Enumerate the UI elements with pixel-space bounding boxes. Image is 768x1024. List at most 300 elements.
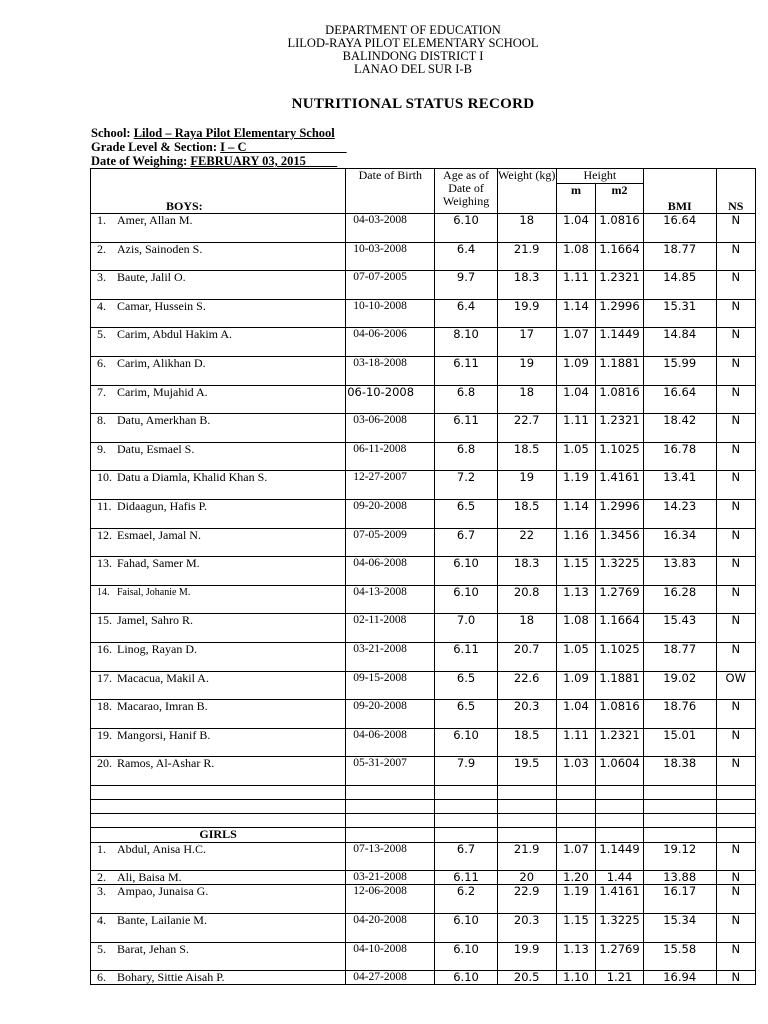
age-value: 6.11 xyxy=(435,642,497,671)
weight-value: 19.9 xyxy=(497,942,556,971)
blank-cell xyxy=(716,785,755,799)
student-name-text: Esmael, Jamal N. xyxy=(117,528,201,542)
age-value: 6.8 xyxy=(435,442,497,471)
row-number: 15. xyxy=(97,613,112,628)
age-value: 6.10 xyxy=(435,914,497,943)
row-number: 19. xyxy=(97,728,112,742)
weight-value: 18 xyxy=(497,614,556,643)
bmi-value: 15.43 xyxy=(643,614,716,643)
dob-header: Date of Birth xyxy=(346,169,435,214)
height-m2-cell xyxy=(596,671,644,700)
bmi-value: 15.58 xyxy=(643,942,716,971)
blank-cell xyxy=(716,800,755,814)
age-value: 6.10 xyxy=(435,942,497,971)
row-number: 7. xyxy=(97,385,106,399)
student-name xyxy=(91,242,346,271)
table-row xyxy=(91,914,756,943)
department-name: DEPARTMENT OF EDUCATION xyxy=(325,23,501,37)
ns-value: N xyxy=(716,385,755,414)
weight-header: Weight (kg) xyxy=(497,169,556,214)
bmi-value: 19.12 xyxy=(643,842,716,871)
age-value: 6.10 xyxy=(435,214,497,243)
height-m2-cell xyxy=(596,942,644,971)
blank-cell xyxy=(556,785,595,799)
m2-header: m2 xyxy=(596,184,644,214)
bmi-value: 15.99 xyxy=(643,356,716,385)
height-m-value: 1.10 xyxy=(556,971,595,985)
height-m2-value: 1.4161 xyxy=(599,470,640,485)
bmi-value: 13.41 xyxy=(643,471,716,500)
student-name xyxy=(91,871,346,885)
ns-value: N xyxy=(716,214,755,243)
student-name-text: Bante, Lailanie M. xyxy=(117,913,207,927)
blank-cell xyxy=(716,828,755,842)
student-name-text: Datu, Amerkhan B. xyxy=(117,413,211,428)
student-name xyxy=(91,271,346,300)
blank-cell xyxy=(596,800,644,814)
height-m2-value: 1.1449 xyxy=(599,842,640,856)
row-number: 4. xyxy=(97,913,106,927)
date-of-birth: 04-20-2008 xyxy=(346,914,435,943)
height-m2-value: 1.2769 xyxy=(599,585,640,599)
bmi-value: 18.77 xyxy=(643,642,716,671)
student-name-text: Amer, Allan M. xyxy=(117,213,193,227)
height-m2-cell xyxy=(596,414,644,443)
blank-cell xyxy=(643,800,716,814)
bmi-value: 16.17 xyxy=(643,885,716,914)
age-value: 6.2 xyxy=(435,885,497,914)
height-m2-cell xyxy=(596,728,644,757)
school-value: Lilod – Raya Pilot Elementary School xyxy=(133,126,335,140)
blank-cell xyxy=(497,785,556,799)
bmi-value: 18.76 xyxy=(643,700,716,729)
table-row xyxy=(91,642,756,671)
weight-value: 20.3 xyxy=(497,700,556,729)
table-row xyxy=(91,614,756,643)
student-name xyxy=(91,499,346,528)
ns-value: N xyxy=(716,942,755,971)
ns-value: N xyxy=(716,757,755,786)
date-of-birth: 06-10-2008 xyxy=(346,385,435,414)
student-name xyxy=(91,557,346,586)
weight-value: 19 xyxy=(497,471,556,500)
student-name-text: Ampao, Junaisa G. xyxy=(117,884,209,899)
height-m2-cell xyxy=(596,885,644,914)
date-of-birth: 09-20-2008 xyxy=(346,700,435,729)
row-number: 4. xyxy=(97,299,106,313)
table-row xyxy=(91,671,756,700)
height-m-value: 1.11 xyxy=(556,728,595,757)
date-of-birth: 12-27-2007 xyxy=(346,471,435,500)
girls-label: GIRLS xyxy=(91,828,346,842)
student-name xyxy=(91,585,346,614)
girls-section-row xyxy=(91,828,756,842)
ns-value: N xyxy=(716,585,755,614)
row-number: 14. xyxy=(97,586,110,598)
blank-row xyxy=(91,785,756,799)
table-row xyxy=(91,885,756,914)
student-name-text: Azis, Sainoden S. xyxy=(117,242,203,256)
height-m2-cell xyxy=(596,499,644,528)
date-line xyxy=(91,154,337,168)
table-row xyxy=(91,557,756,586)
height-m2-value: 1.1025 xyxy=(599,642,640,656)
ns-value: N xyxy=(716,642,755,671)
height-m2-value: 1.21 xyxy=(606,970,633,985)
ns-value: N xyxy=(716,499,755,528)
date-of-birth: 06-11-2008 xyxy=(346,442,435,471)
row-number: 17. xyxy=(97,671,112,685)
age-value: 6.7 xyxy=(435,842,497,871)
height-m2-cell xyxy=(596,971,644,985)
blank-cell xyxy=(435,814,497,828)
height-m-value: 1.07 xyxy=(556,328,595,357)
blank-cell xyxy=(497,828,556,842)
table-row xyxy=(91,299,756,328)
bmi-value: 16.64 xyxy=(643,385,716,414)
date-of-birth: 12-06-2008 xyxy=(346,885,435,914)
height-m2-value: 1.44 xyxy=(606,870,633,885)
height-m2-cell xyxy=(596,585,644,614)
m-header: m xyxy=(556,184,595,214)
height-m2-cell xyxy=(596,528,644,557)
date-of-birth: 07-13-2008 xyxy=(346,842,435,871)
student-name-text: Baute, Jalil O. xyxy=(117,270,186,285)
date-of-birth: 04-27-2008 xyxy=(346,971,435,985)
blank-cell xyxy=(435,785,497,799)
row-number: 6. xyxy=(97,356,106,370)
ns-value: N xyxy=(716,728,755,757)
row-number: 2. xyxy=(97,242,106,256)
height-m-value: 1.14 xyxy=(556,499,595,528)
row-number: 3. xyxy=(97,270,106,285)
boys-header: BOYS: xyxy=(91,169,346,214)
student-name xyxy=(91,299,346,328)
row-number: 11. xyxy=(97,499,112,513)
height-m2-value: 1.0816 xyxy=(599,699,640,714)
date-of-birth: 04-06-2008 xyxy=(346,728,435,757)
ns-value: N xyxy=(716,700,755,729)
bmi-value: 16.94 xyxy=(643,971,716,985)
student-name-text: Linog, Rayan D. xyxy=(117,642,197,656)
student-name xyxy=(91,642,346,671)
height-m2-value: 1.3456 xyxy=(599,528,640,542)
blank-cell xyxy=(716,814,755,828)
date-of-birth: 04-10-2008 xyxy=(346,942,435,971)
blank-cell xyxy=(556,828,595,842)
ns-value: N xyxy=(716,242,755,271)
height-m2-value: 1.1881 xyxy=(599,671,640,685)
student-name xyxy=(91,356,346,385)
ns-header: NS xyxy=(716,169,755,214)
height-m-value: 1.08 xyxy=(556,614,595,643)
student-name-text: Didaagun, Hafis P. xyxy=(117,499,207,513)
height-m2-value: 1.3225 xyxy=(599,556,640,571)
ns-value: N xyxy=(716,328,755,357)
division-name: LANAO DEL SUR I-B xyxy=(354,62,472,76)
date-of-birth: 09-20-2008 xyxy=(346,499,435,528)
blank-cell xyxy=(91,814,346,828)
blank-cell xyxy=(346,785,435,799)
bmi-value: 13.88 xyxy=(643,871,716,885)
student-name xyxy=(91,942,346,971)
age-value: 6.5 xyxy=(435,671,497,700)
ns-value: N xyxy=(716,871,755,885)
bmi-value: 14.84 xyxy=(643,328,716,357)
student-name xyxy=(91,671,346,700)
age-value: 6.11 xyxy=(435,414,497,443)
ns-value: N xyxy=(716,842,755,871)
table-row xyxy=(91,871,756,885)
weight-value: 17 xyxy=(497,328,556,357)
weight-value: 22.9 xyxy=(497,885,556,914)
row-number: 13. xyxy=(97,556,112,571)
height-m-value: 1.13 xyxy=(556,585,595,614)
student-name xyxy=(91,757,346,786)
row-number: 2. xyxy=(97,870,106,885)
grade-line xyxy=(91,140,347,154)
height-m-value: 1.09 xyxy=(556,671,595,700)
age-value: 6.11 xyxy=(435,356,497,385)
row-number: 6. xyxy=(97,970,106,985)
height-m2-value: 1.4161 xyxy=(599,884,640,899)
student-name xyxy=(91,885,346,914)
blank-cell xyxy=(346,800,435,814)
date-of-birth: 03-06-2008 xyxy=(346,414,435,443)
height-m-value: 1.05 xyxy=(556,442,595,471)
blank-cell xyxy=(91,800,346,814)
table-row xyxy=(91,700,756,729)
bmi-value: 18.38 xyxy=(643,757,716,786)
weight-value: 18 xyxy=(497,385,556,414)
row-number: 12. xyxy=(97,528,112,542)
weight-value: 21.9 xyxy=(497,242,556,271)
table-row xyxy=(91,385,756,414)
blank-cell xyxy=(497,800,556,814)
header-row xyxy=(91,169,756,184)
height-m-value: 1.04 xyxy=(556,385,595,414)
blank-cell xyxy=(596,828,644,842)
height-m-value: 1.08 xyxy=(556,242,595,271)
height-m-value: 1.04 xyxy=(556,700,595,729)
row-number: 18. xyxy=(97,699,112,714)
height-m-value: 1.19 xyxy=(556,471,595,500)
date-of-birth: 03-21-2008 xyxy=(346,871,435,885)
weight-value: 20.7 xyxy=(497,642,556,671)
height-m2-cell xyxy=(596,299,644,328)
height-m-value: 1.05 xyxy=(556,642,595,671)
height-m2-value: 1.1025 xyxy=(599,442,640,456)
date-of-birth: 07-05-2009 xyxy=(346,528,435,557)
ns-value: N xyxy=(716,299,755,328)
weight-value: 22 xyxy=(497,528,556,557)
student-name xyxy=(91,471,346,500)
ns-value: N xyxy=(716,356,755,385)
ns-value: N xyxy=(716,971,755,985)
date-of-birth: 04-13-2008 xyxy=(346,585,435,614)
date-of-birth: 02-11-2008 xyxy=(346,614,435,643)
date-of-birth: 04-03-2008 xyxy=(346,214,435,243)
height-m-value: 1.11 xyxy=(556,271,595,300)
bmi-header: BMI xyxy=(643,169,716,214)
blank-row xyxy=(91,800,756,814)
row-number: 20. xyxy=(97,756,112,771)
height-m2-cell xyxy=(596,328,644,357)
table-row xyxy=(91,971,756,985)
age-value: 6.5 xyxy=(435,499,497,528)
student-name xyxy=(91,328,346,357)
height-m2-value: 1.2769 xyxy=(599,942,640,956)
student-name xyxy=(91,385,346,414)
height-m-value: 1.04 xyxy=(556,214,595,243)
height-m2-cell xyxy=(596,242,644,271)
weight-value: 18 xyxy=(497,214,556,243)
school-line xyxy=(91,126,335,140)
height-m2-cell xyxy=(596,914,644,943)
grade-value: I – C________________ xyxy=(220,140,347,154)
height-m2-cell xyxy=(596,614,644,643)
height-header: Height xyxy=(556,169,643,184)
student-name-text: Carim, Abdul Hakim A. xyxy=(117,327,232,342)
blank-row xyxy=(91,814,756,828)
weight-value: 18.5 xyxy=(497,499,556,528)
date-of-birth: 09-15-2008 xyxy=(346,671,435,700)
table-row xyxy=(91,442,756,471)
ns-value: N xyxy=(716,442,755,471)
height-m2-cell xyxy=(596,871,644,885)
height-m2-value: 1.0604 xyxy=(599,756,640,771)
bmi-value: 16.78 xyxy=(643,442,716,471)
height-m2-cell xyxy=(596,757,644,786)
age-value: 6.4 xyxy=(435,242,497,271)
bmi-value: 14.85 xyxy=(643,271,716,300)
student-name-text: Jamel, Sahro R. xyxy=(117,613,193,628)
height-m2-value: 1.0816 xyxy=(599,385,640,399)
weight-value: 19.9 xyxy=(497,299,556,328)
age-value: 6.8 xyxy=(435,385,497,414)
ns-value: N xyxy=(716,885,755,914)
table-row xyxy=(91,942,756,971)
height-m-value: 1.15 xyxy=(556,557,595,586)
row-number: 1. xyxy=(97,842,106,856)
height-m2-value: 1.1881 xyxy=(599,356,640,370)
ns-value: N xyxy=(716,271,755,300)
student-name-text: Bohary, Sittie Aisah P. xyxy=(117,970,225,985)
table-row xyxy=(91,842,756,871)
bmi-value: 15.31 xyxy=(643,299,716,328)
age-value: 7.0 xyxy=(435,614,497,643)
bmi-value: 18.77 xyxy=(643,242,716,271)
blank-cell xyxy=(497,814,556,828)
blank-cell xyxy=(643,785,716,799)
height-m-value: 1.19 xyxy=(556,885,595,914)
height-m2-value: 1.0816 xyxy=(599,213,640,227)
table-row xyxy=(91,528,756,557)
weight-value: 19.5 xyxy=(497,757,556,786)
student-name-text: Macarao, Imran B. xyxy=(117,699,208,714)
age-value: 6.10 xyxy=(435,585,497,614)
student-name-text: Abdul, Anisa H.C. xyxy=(117,842,207,856)
height-m-value: 1.07 xyxy=(556,842,595,871)
row-number: 5. xyxy=(97,942,106,956)
height-m-value: 1.20 xyxy=(556,871,595,885)
age-value: 6.10 xyxy=(435,728,497,757)
blank-cell xyxy=(435,828,497,842)
bmi-value: 15.34 xyxy=(643,914,716,943)
age-value: 6.5 xyxy=(435,700,497,729)
height-m2-value: 1.2321 xyxy=(599,413,640,428)
height-m2-value: 1.1664 xyxy=(599,613,640,628)
student-name-text: Datu, Esmael S. xyxy=(117,442,195,456)
blank-cell xyxy=(556,800,595,814)
height-m2-cell xyxy=(596,842,644,871)
height-m-value: 1.16 xyxy=(556,528,595,557)
height-m2-cell xyxy=(596,271,644,300)
date-of-birth: 10-10-2008 xyxy=(346,299,435,328)
table-row xyxy=(91,585,756,614)
date-label: Date of Weighing: xyxy=(91,154,188,168)
document-header xyxy=(0,24,768,76)
table-row xyxy=(91,242,756,271)
age-value: 6.7 xyxy=(435,528,497,557)
student-name-text: Fahad, Samer M. xyxy=(117,556,200,571)
student-name xyxy=(91,914,346,943)
student-name xyxy=(91,700,346,729)
student-name-text: Ramos, Al-Ashar R. xyxy=(117,756,215,771)
ns-value: N xyxy=(716,614,755,643)
height-m2-value: 1.2996 xyxy=(599,299,640,313)
table-row xyxy=(91,271,756,300)
height-m2-cell xyxy=(596,214,644,243)
height-m2-value: 1.2321 xyxy=(599,728,640,742)
bmi-value: 16.28 xyxy=(643,585,716,614)
age-value: 6.10 xyxy=(435,971,497,985)
height-m-value: 1.15 xyxy=(556,914,595,943)
student-name-text: Barat, Jehan S. xyxy=(117,942,189,956)
blank-cell xyxy=(556,814,595,828)
ns-value: N xyxy=(716,914,755,943)
weight-value: 18.3 xyxy=(497,557,556,586)
height-m-value: 1.14 xyxy=(556,299,595,328)
date-of-birth: 03-18-2008 xyxy=(346,356,435,385)
date-of-birth: 10-03-2008 xyxy=(346,242,435,271)
weight-value: 22.6 xyxy=(497,671,556,700)
ns-value: N xyxy=(716,471,755,500)
age-value: 9.7 xyxy=(435,271,497,300)
ns-value: N xyxy=(716,414,755,443)
row-number: 16. xyxy=(97,642,112,656)
student-name-text: Mangorsi, Hanif B. xyxy=(117,728,211,742)
student-name-text: Carim, Alikhan D. xyxy=(117,356,206,370)
height-m2-cell xyxy=(596,700,644,729)
height-m2-cell xyxy=(596,442,644,471)
table-row xyxy=(91,757,756,786)
table-row xyxy=(91,328,756,357)
weight-value: 20 xyxy=(497,871,556,885)
bmi-value: 18.42 xyxy=(643,414,716,443)
weight-value: 21.9 xyxy=(497,842,556,871)
weight-value: 18.5 xyxy=(497,442,556,471)
date-of-birth: 07-07-2005 xyxy=(346,271,435,300)
height-m-value: 1.11 xyxy=(556,414,595,443)
row-number: 3. xyxy=(97,884,106,899)
row-number: 5. xyxy=(97,327,106,342)
student-name xyxy=(91,842,346,871)
weight-value: 18.3 xyxy=(497,271,556,300)
blank-cell xyxy=(643,828,716,842)
age-value: 8.10 xyxy=(435,328,497,357)
blank-cell xyxy=(346,828,435,842)
